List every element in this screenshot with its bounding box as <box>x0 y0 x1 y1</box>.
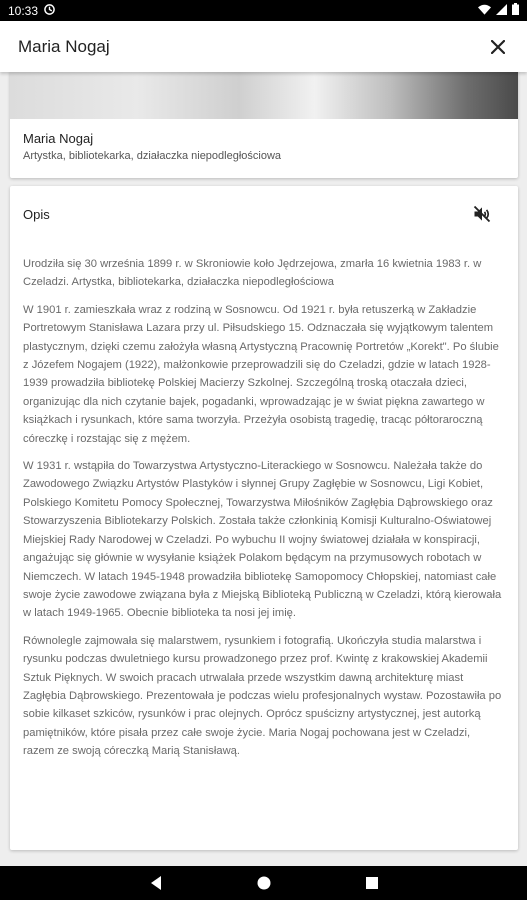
signal-icon <box>496 4 507 18</box>
volume-off-icon[interactable] <box>470 202 494 226</box>
back-icon[interactable] <box>144 871 168 895</box>
battery-icon <box>512 3 519 18</box>
content-area[interactable] <box>0 72 527 866</box>
description-header <box>23 190 502 238</box>
status-bar-right <box>478 3 519 18</box>
description-paragraph: W 1901 r. zamieszkała wraz z rodziną w Sosnowcu. Od 1921 r. była retuszerką w Zakładzie Portretowym Stanisława Lazara przy ul. Piłsudskiego 15. Odznaczała się wyjątkowym talentem plastycznym, dzięki czemu założyła własną Artystyczną Pracownię Portretów „Korekt". Po ślubie z Józefem Nogajem (1922), małżonkowie przeprowadzili się do Czeladzi, gdzie w latach 1928-1939 prowadziła bibliotekę Polskiej Macierzy Szkolnej. Szczególną troską otaczała dzieci, organizując dla nich czytanie bajek, pogadanki, wprowadzając je w świat piękna zawartego w książkach i rysunkach, które sama tworzyła. Przeżyła osobistą tragedię, tracąc półtoraroczną córeczkę i rozstając się z mężem. <box>23 303 499 445</box>
app-bar <box>0 21 527 72</box>
person-name: Maria Nogaj <box>23 131 94 146</box>
close-icon[interactable] <box>485 34 511 60</box>
navigation-bar <box>0 866 527 900</box>
status-bar <box>0 0 527 21</box>
person-description: Artystka, bibliotekarka, działaczka niepodległościowa <box>23 150 282 162</box>
notification-icon <box>44 4 55 18</box>
recents-icon[interactable] <box>360 871 384 895</box>
description-paragraph: W 1931 r. wstąpiła do Towarzystwa Artystyczno-Literackiego w Sosnowcu. Należała także do Zawodowego Związku Artystów Plastyków i słynnej Grupy Zagłębie w Sosnowcu, Ligi Kobiet, Polskiego Komitetu Pomocy Społecznej, Towarzystwa Miłośników Zagłębia Dąbrowskiego oraz Stowarzyszenia Bibliotekarzy Polskich. Została także członkinią Komisji Kulturalno-Oświatowej Miejskiej Rady Narodowej w Czeladzi. Po wybuchu II wojny światowej działała w konspiracji, angażując się głównie w wysyłanie książek Polakom będącym na przymusowych robotach w Niemczech. W latach 1945-1948 prowadziła bibliotekę Samopomocy Chłopskiej, natomiast całe swoje życie zawodowe związana była z Miejską Biblioteką Publiczną w Czeladzi, którą kierowała w latach 1949-1965. Obecnie biblioteka ta nosi jej imię. <box>23 460 502 620</box>
status-time: 10:33 <box>8 3 39 18</box>
description-label: Opis <box>23 206 50 222</box>
page-title: Maria Nogaj <box>18 36 110 56</box>
description-paragraph: Równolegle zajmowała się malarstwem, rysunkiem i fotografią. Ukończyła studia malarstwa i rysunku podczas dwuletniego kursu prowadzonego przez prof. Kwintę z krakowskiej Akademii Sztuk Pięknych. W swoich pracach utrwalała przede wszystkim dawną architekturę miast Zagłębia Dąbrowskiego. Prezentowała je podczas wielu profesjonalnych wystaw. Pozostawiła po sobie kilkaset szkiców, rysunków i prac olejnych. Oprócz spuścizny artystycznej, jest autorką pamiętników, które pisała przez całe swoje życie. Maria Nogaj pochowana jest w Czeladzi, razem ze swoją córeczką Marią Stanisławą. <box>23 634 502 758</box>
person-photo <box>10 72 518 119</box>
description-paragraph: Urodziła się 30 września 1899 r. w Skroniowie koło Jędrzejowa, zmarła 16 kwietnia 1983 r. w Czeladzi. Artystka, bibliotekarka, działaczka niepodległościowa <box>23 258 482 289</box>
person-card <box>10 72 518 178</box>
home-icon[interactable] <box>252 871 276 895</box>
wifi-icon <box>478 4 491 18</box>
description-card <box>10 186 518 850</box>
status-bar-left <box>8 4 55 18</box>
